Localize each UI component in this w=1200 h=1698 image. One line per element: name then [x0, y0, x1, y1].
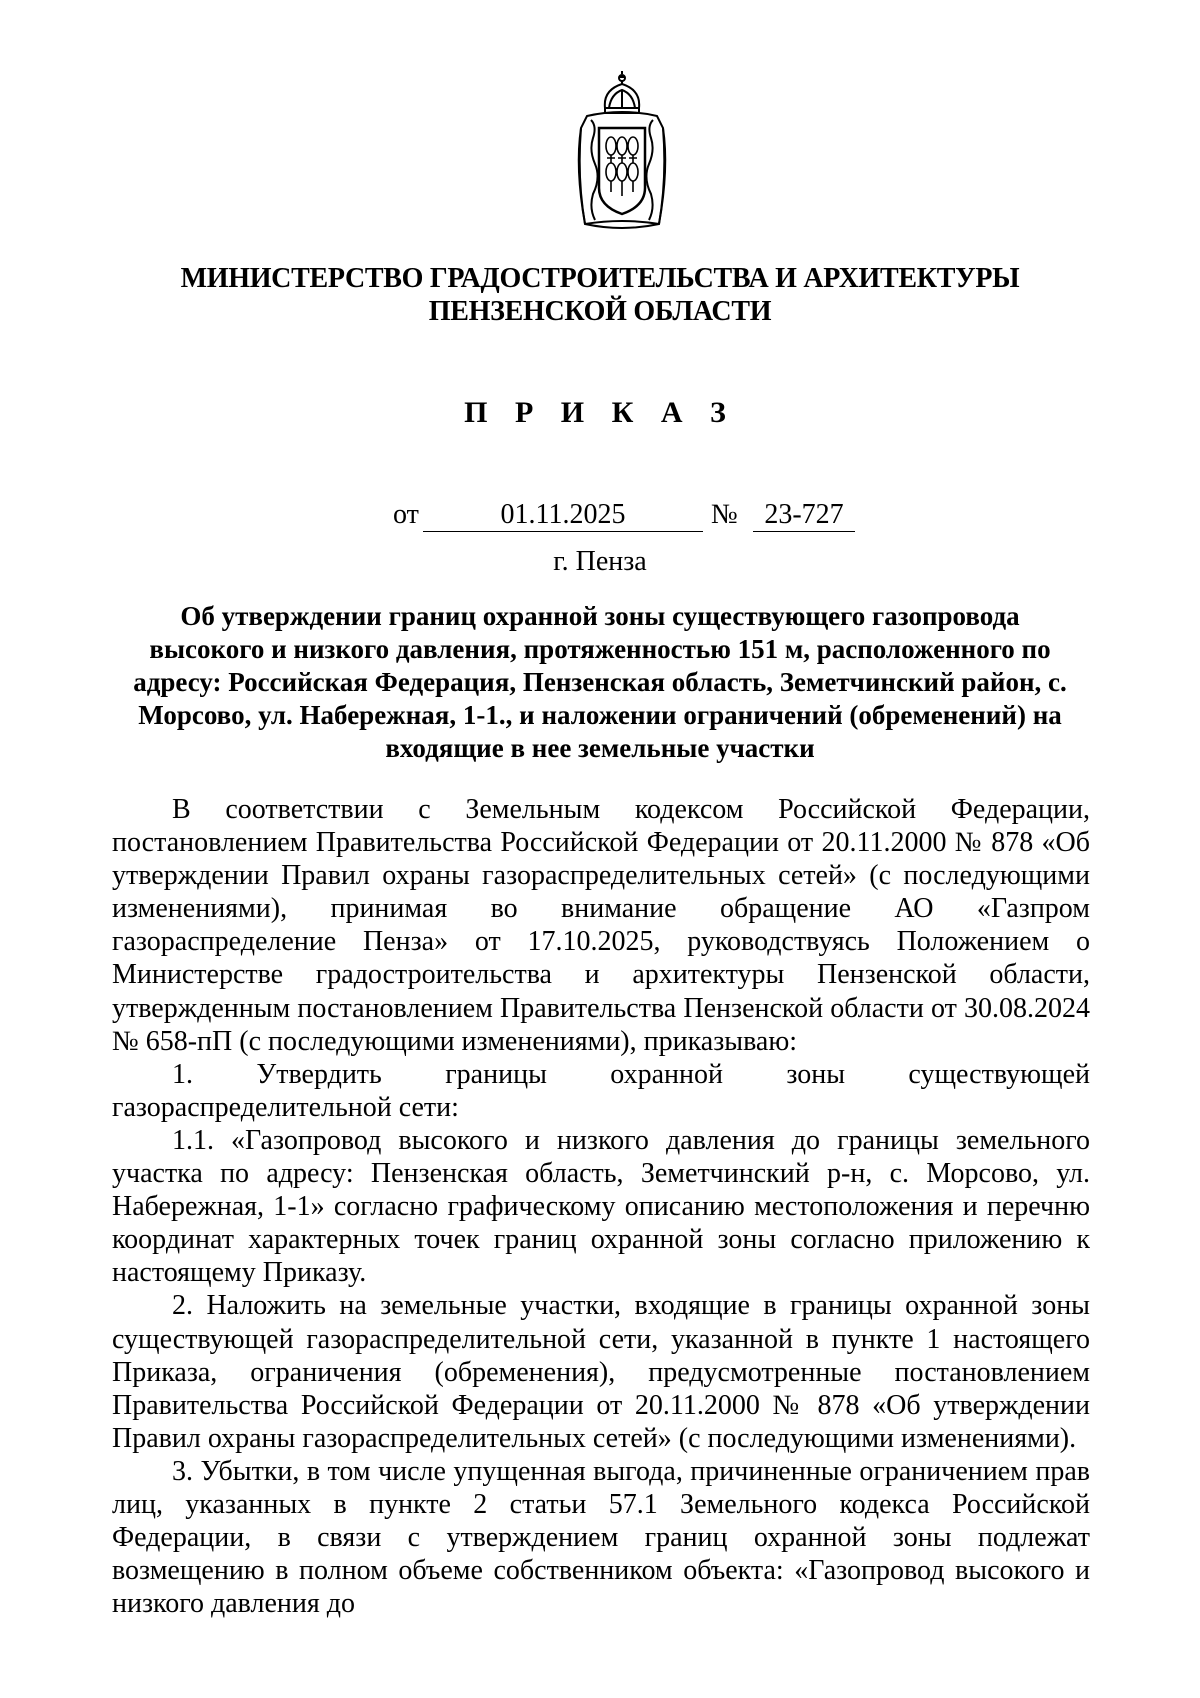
item-1-paragraph: 1. Утвердить границы охранной зоны существующей газораспределительной сети: [112, 1058, 1090, 1123]
ministry-name-line-1: МИНИСТЕРСТВО ГРАДОСТРОИТЕЛЬСТВА И АРХИТЕКТУРЫ [180, 263, 1020, 294]
city-name: г. Пенза [553, 546, 647, 577]
order-date: 01.11.2025 [423, 497, 703, 532]
order-number: 23-727 [753, 497, 855, 532]
item-1-1-paragraph: 1.1. «Газопровод высокого и низкого давления до границы земельного участка по адресу: Пензенская область, Земетчинский р-н, с. Морсово, ул. Набережная, 1-1» согласно графическому описанию местоположения и перечню координат характерных точек границ охранной зоны согласно приложению к настоящему Приказу. [112, 1124, 1090, 1289]
coat-of-arms-emblem-icon [567, 68, 677, 236]
order-subject: Об утверждении границ охранной зоны существующего газопровода высокого и низкого давления, протяженностью 151 м, расположенного по адресу: Российская Федерация, Пензенская область, Земетчинский район, с. Морсово, ул. Набережная, 1-1., и наложении ограничений (обременений) на входящие в нее земельные участки [133, 601, 1067, 763]
item-3-paragraph: 3. Убытки, в том числе упущенная выгода, причиненные ограничением прав лиц, указанных в пункте 2 статьи 57.1 Земельного кодекса Российской Федерации, в связи с утверждением границ охранной зоны подлежат возмещению в полном объеме собственником объекта: «Газопровод высокого и низкого давления до [112, 1455, 1090, 1620]
document-body [112, 793, 1090, 1620]
preamble-paragraph: В соответствии с Земельным кодексом Российской Федерации, постановлением Правительства Российской Федерации от 20.11.2000 № 878 «Об утверждении Правил охраны газораспределительных сетей» (с последующими изменениями), принимая во внимание обращение АО «Газпром газораспределение Пенза» от 17.10.2025, руководствуясь Положением о Министерстве градостроительства и архитектуры Пензенской области, утвержденным постановлением Правительства Пензенской области от 30.08.2024 № 658-пП (с последующими изменениями), приказываю: [112, 794, 1090, 1057]
document-type-title: П Р И К А З [464, 396, 736, 429]
ministry-name-line-2: ПЕНЗЕНСКОЙ ОБЛАСТИ [428, 296, 772, 327]
ministry-name [100, 262, 1100, 328]
date-prefix: от [393, 499, 419, 530]
item-2-paragraph: 2. Наложить на земельные участки, входящие в границы охранной зоны существующей газораспределительной сети, указанной в пункте 1 настоящего Приказа, ограничения (обременения), предусмотренные постановлением Правительства Российской Федерации от 20.11.2000 № 878 «Об утверждении Правил охраны газораспределительных сетей» (с последующими изменениями). [112, 1290, 1090, 1454]
number-sign: № [711, 499, 738, 530]
